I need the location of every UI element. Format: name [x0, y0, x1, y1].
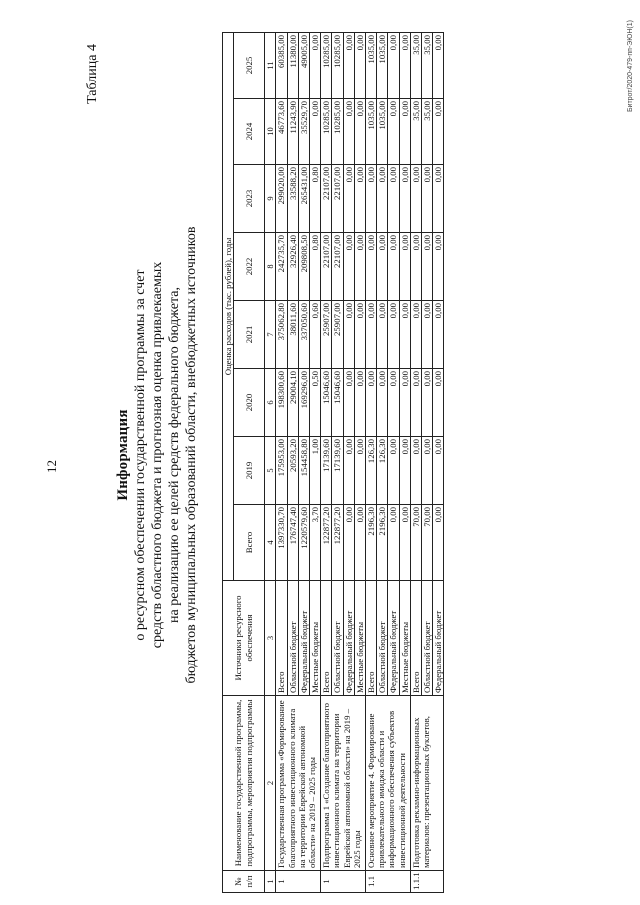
- row-number: 1: [321, 871, 366, 893]
- expense-value: 11380,00: [287, 32, 298, 98]
- table-row: [410, 32, 421, 892]
- funding-source: Местные бюджеты: [399, 581, 410, 696]
- expense-value: 375062,80: [276, 301, 287, 369]
- expense-value: 0,00: [354, 165, 365, 233]
- expense-value: 35,00: [422, 32, 433, 98]
- expense-value: 0,50: [310, 369, 321, 437]
- expense-value: 0,80: [310, 165, 321, 233]
- expense-value: 0,00: [410, 233, 421, 301]
- column-index: 4: [265, 505, 276, 581]
- expense-value: 0,00: [399, 505, 410, 581]
- funding-source: Всего: [410, 581, 421, 696]
- funding-source: Всего: [276, 581, 287, 696]
- expense-value: 0,00: [377, 233, 388, 301]
- expense-value: 17139,60: [321, 437, 332, 505]
- expense-value: 0,00: [433, 301, 444, 369]
- expense-value: 0,00: [433, 99, 444, 165]
- expense-value: 0,00: [354, 99, 365, 165]
- expense-value: 46773,60: [276, 99, 287, 165]
- expense-value: 11243,90: [287, 99, 298, 165]
- row-number: 1.1.1: [410, 871, 444, 893]
- expense-value: 265431,00: [298, 165, 309, 233]
- expense-value: 33588,20: [287, 165, 298, 233]
- header-year: 2021: [234, 301, 265, 369]
- funding-source: Федеральный бюджет: [433, 581, 444, 696]
- expense-value: 2196,30: [377, 505, 388, 581]
- expense-value: 0,00: [410, 437, 421, 505]
- expense-value: 0,00: [388, 32, 399, 98]
- header-year: 2019: [234, 437, 265, 505]
- expense-value: 10285,00: [332, 32, 343, 98]
- header-expense-group: Оценка расходов (тыс. рублей), годы: [223, 32, 234, 580]
- expense-value: 32926,40: [287, 233, 298, 301]
- expense-value: 0,00: [422, 301, 433, 369]
- expense-value: 299020,00: [276, 165, 287, 233]
- expense-value: 10285,00: [332, 99, 343, 165]
- expense-value: 0,00: [399, 99, 410, 165]
- expense-value: 154458,80: [298, 437, 309, 505]
- expense-value: 0,00: [433, 369, 444, 437]
- header-row-1: [223, 32, 234, 892]
- expense-value: 0,00: [388, 233, 399, 301]
- title-line-2: средств областного бюджета и прогнозная оценка привлекаемых: [150, 261, 165, 649]
- expense-value: 0,00: [366, 369, 377, 437]
- expense-value: 0,00: [343, 301, 354, 369]
- title-line-3: на реализацию ее целей средств федерального бюджета,: [167, 287, 182, 623]
- program-name: Подпрограмма 1 «Создание благоприятного инвестиционного климата на территории Еврейской автономной области» на 2019 – 2025 годы: [321, 696, 366, 871]
- program-name: Государственная программа «Формирование благоприятного инвестиционного климата на территории Еврейской автономной области» на 2019 – 2025 годы: [276, 696, 321, 871]
- expense-value: 0,00: [433, 437, 444, 505]
- title-line-1: о ресурсном обеспечении государственной программы за счет: [133, 269, 148, 641]
- expense-value: 0,00: [354, 233, 365, 301]
- expense-value: 0,00: [377, 369, 388, 437]
- header-source: Источники ресурсного обеспечения: [223, 581, 265, 696]
- funding-source: Областной бюджет: [422, 581, 433, 696]
- expense-value: 0,00: [343, 165, 354, 233]
- expense-value: 35,00: [422, 99, 433, 165]
- header-num: № п/п: [223, 871, 265, 893]
- document-footer-code: Битрот/2020-479-пп-ЭЮН(1): [627, 20, 634, 113]
- expense-value: 0,00: [310, 32, 321, 98]
- column-index: 6: [265, 369, 276, 437]
- column-index: 2: [265, 696, 276, 871]
- table-number: Таблица 4: [85, 44, 100, 104]
- header-year: 2023: [234, 165, 265, 233]
- title-line-0: Информация: [115, 409, 131, 501]
- expense-value: 22107,00: [332, 233, 343, 301]
- header-year: Всего: [234, 505, 265, 581]
- expense-value: 60385,00: [276, 32, 287, 98]
- expense-value: 70,00: [422, 505, 433, 581]
- expense-value: 242735,70: [276, 233, 287, 301]
- header-name: Наименование государственной программы, подпрограммы, мероприятия подпрограммы: [223, 696, 265, 871]
- expense-value: 35,00: [410, 32, 421, 98]
- expense-value: 22107,00: [332, 165, 343, 233]
- column-index: 9: [265, 165, 276, 233]
- header-index-row: [265, 32, 276, 892]
- expense-value: 3,70: [310, 505, 321, 581]
- column-index: 3: [265, 581, 276, 696]
- expense-value: 0,00: [354, 505, 365, 581]
- expense-value: 15046,60: [321, 369, 332, 437]
- funding-source: Федеральный бюджет: [388, 581, 399, 696]
- funding-source: Областной бюджет: [287, 581, 298, 696]
- expense-value: 1035,00: [366, 32, 377, 98]
- table-row: [321, 32, 332, 892]
- expense-value: 175953,00: [276, 437, 287, 505]
- expense-value: 0,00: [422, 233, 433, 301]
- expense-value: 0,00: [399, 165, 410, 233]
- expense-value: 198300,60: [276, 369, 287, 437]
- expense-value: 25907,00: [321, 301, 332, 369]
- row-number: 1.1: [366, 871, 411, 893]
- expense-value: 209808,50: [298, 233, 309, 301]
- document-title: [115, 155, 200, 755]
- header-year: 2024: [234, 99, 265, 165]
- program-name: Подготовка рекламно-информационных материалов: презентационных буклетов,: [410, 696, 444, 871]
- title-line-4: бюджетов муниципальных образований области, внебюджетных источников: [184, 226, 199, 684]
- expense-value: 2196,30: [366, 505, 377, 581]
- column-index: 8: [265, 233, 276, 301]
- expense-value: 0,00: [399, 369, 410, 437]
- expense-value: 122877,20: [332, 505, 343, 581]
- expense-value: 1035,00: [377, 32, 388, 98]
- expense-value: 0,00: [343, 437, 354, 505]
- funding-source: Федеральный бюджет: [298, 581, 309, 696]
- expense-value: 0,00: [410, 301, 421, 369]
- expense-value: 17139,60: [332, 437, 343, 505]
- expense-value: 1397330,70: [276, 505, 287, 581]
- header-year: 2025: [234, 32, 265, 98]
- expense-value: 10285,00: [321, 32, 332, 98]
- expense-value: 0,00: [410, 369, 421, 437]
- column-index: 5: [265, 437, 276, 505]
- funding-source: Федеральный бюджет: [343, 581, 354, 696]
- expense-value: 1,00: [310, 437, 321, 505]
- expense-value: 0,00: [388, 505, 399, 581]
- row-number: 1: [276, 871, 321, 893]
- expense-value: 0,00: [399, 437, 410, 505]
- column-index: 10: [265, 99, 276, 165]
- expense-value: 0,00: [354, 301, 365, 369]
- expense-value: 38011,60: [287, 301, 298, 369]
- funding-source: Областной бюджет: [332, 581, 343, 696]
- expense-value: 0,00: [377, 301, 388, 369]
- column-index: 7: [265, 301, 276, 369]
- expense-value: 0,00: [388, 165, 399, 233]
- expense-value: 0,00: [310, 99, 321, 165]
- expense-value: 0,00: [433, 32, 444, 98]
- expense-value: 0,00: [433, 505, 444, 581]
- expense-value: 0,00: [388, 99, 399, 165]
- funding-source: Всего: [366, 581, 377, 696]
- expense-value: 0,00: [366, 233, 377, 301]
- expense-value: 122877,20: [321, 505, 332, 581]
- expense-value: 0,00: [343, 505, 354, 581]
- expense-value: 0,00: [422, 437, 433, 505]
- expense-value: 0,00: [388, 301, 399, 369]
- funding-source: Местные бюджеты: [310, 581, 321, 696]
- expense-value: 126,30: [377, 437, 388, 505]
- expense-value: 126,30: [366, 437, 377, 505]
- expense-value: 0,00: [354, 32, 365, 98]
- expense-value: 0,00: [366, 165, 377, 233]
- expense-value: 0,00: [343, 99, 354, 165]
- expense-value: 49005,00: [298, 32, 309, 98]
- expense-value: 0,00: [354, 437, 365, 505]
- expense-value: 0,00: [366, 301, 377, 369]
- expense-value: 0,00: [399, 301, 410, 369]
- expense-value: 337050,60: [298, 301, 309, 369]
- expense-value: 0,00: [343, 32, 354, 98]
- table-row: [366, 32, 377, 892]
- expense-value: 20593,20: [287, 437, 298, 505]
- expense-value: 0,00: [388, 369, 399, 437]
- funding-source: Местные бюджеты: [354, 581, 365, 696]
- header-year: 2022: [234, 233, 265, 301]
- page-number: 12: [44, 460, 59, 473]
- expense-value: 0,00: [343, 233, 354, 301]
- expense-value: 35,00: [410, 99, 421, 165]
- expense-value: 169296,00: [298, 369, 309, 437]
- expense-value: 0,00: [343, 369, 354, 437]
- expense-value: 22107,00: [321, 165, 332, 233]
- expense-value: 0,00: [354, 369, 365, 437]
- resource-table: [222, 32, 444, 893]
- expense-value: 0,00: [399, 233, 410, 301]
- expense-value: 0,00: [422, 165, 433, 233]
- expense-value: 22107,00: [321, 233, 332, 301]
- expense-value: 1035,00: [377, 99, 388, 165]
- expense-value: 0,00: [433, 233, 444, 301]
- expense-value: 0,00: [433, 165, 444, 233]
- expense-value: 176747,40: [287, 505, 298, 581]
- expense-value: 10285,00: [321, 99, 332, 165]
- expense-value: 0,80: [310, 233, 321, 301]
- program-name: Основное мероприятие 4. Формирование привлекательного имиджа области и информационного обеспечения субъектов инвестиционной деятельности: [366, 696, 411, 871]
- expense-value: 0,00: [422, 369, 433, 437]
- header-year: 2020: [234, 369, 265, 437]
- expense-value: 0,00: [377, 165, 388, 233]
- expense-value: 0,00: [410, 165, 421, 233]
- expense-value: 0,00: [399, 32, 410, 98]
- expense-value: 35529,70: [298, 99, 309, 165]
- funding-source: Всего: [321, 581, 332, 696]
- funding-source: Областной бюджет: [377, 581, 388, 696]
- expense-value: 29004,10: [287, 369, 298, 437]
- expense-value: 0,60: [310, 301, 321, 369]
- expense-value: 15046,60: [332, 369, 343, 437]
- column-index: 11: [265, 32, 276, 98]
- column-index: 1: [265, 871, 276, 893]
- expense-value: 1035,00: [366, 99, 377, 165]
- expense-value: 25907,00: [332, 301, 343, 369]
- expense-value: 0,00: [388, 437, 399, 505]
- table-row: [276, 32, 287, 892]
- expense-value: 70,00: [410, 505, 421, 581]
- expense-value: 1220579,60: [298, 505, 309, 581]
